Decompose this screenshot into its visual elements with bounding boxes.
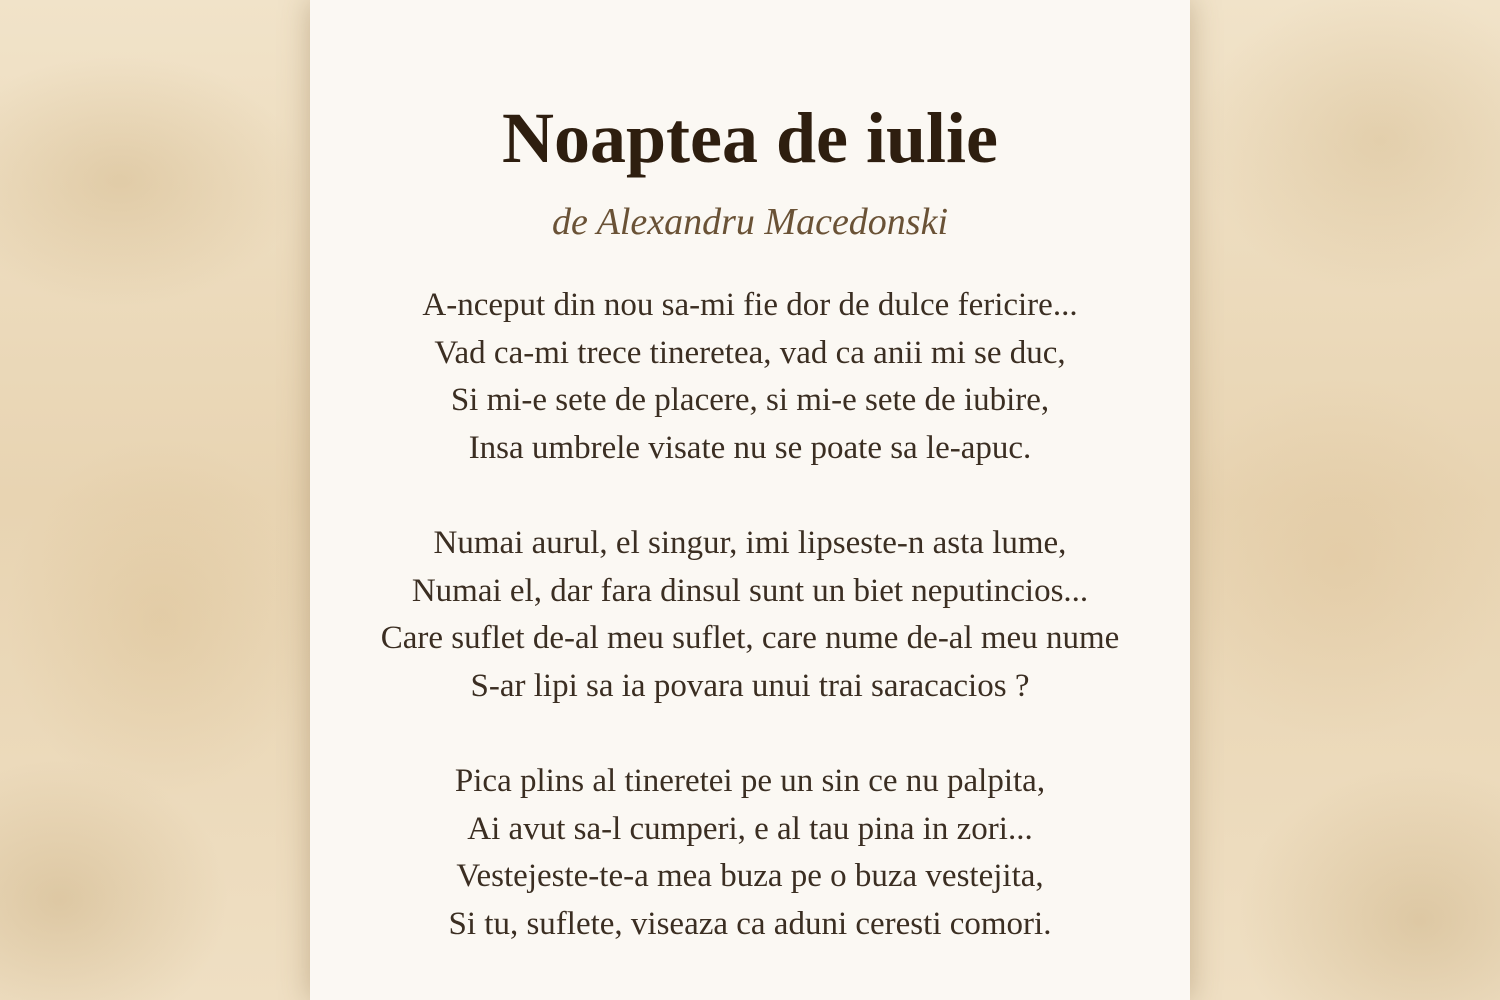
poem-line: Si tu, suflete, viseaza ca aduni ceresti comori. [448, 905, 1052, 942]
poem-line: Ai avut sa-l cumperi, e al tau pina in zori... [467, 810, 1033, 847]
poem-title: Noaptea de iulie [502, 98, 998, 178]
poem-line: Insa umbrele visate nu se poate sa le-apuc. [468, 429, 1032, 466]
poem-author: de Alexandru Macedonski [551, 201, 949, 243]
poem-line: A-nceput din nou sa-mi fie dor de dulce fericire... [422, 287, 1078, 323]
stanza-1 [310, 282, 1190, 472]
poem-line: Numai aurul, el singur, imi lipseste-n asta lume, [433, 524, 1067, 561]
stanza-3 [310, 758, 1190, 948]
poem-line: S-ar lipi sa ia povara unui trai saracacios ? [470, 667, 1030, 704]
poem-page [310, 0, 1190, 1000]
poem-line: Vad ca-mi trece tineretea, vad ca anii mi se duc, [434, 334, 1066, 371]
poem-line: Si mi-e sete de placere, si mi-e sete de iubire, [450, 382, 1050, 419]
poem-body [310, 282, 1190, 948]
poem-line: Vestejeste-te-a mea buza pe o buza vestejita, [456, 858, 1044, 895]
poem-line: Pica plins al tineretei pe un sin ce nu palpita, [454, 762, 1046, 799]
poem-line: Numai el, dar fara dinsul sunt un biet neputincios... [411, 572, 1089, 609]
stanza-2 [310, 520, 1190, 710]
poem-line: Care suflet de-al meu suflet, care nume de-al meu nume [380, 620, 1120, 657]
